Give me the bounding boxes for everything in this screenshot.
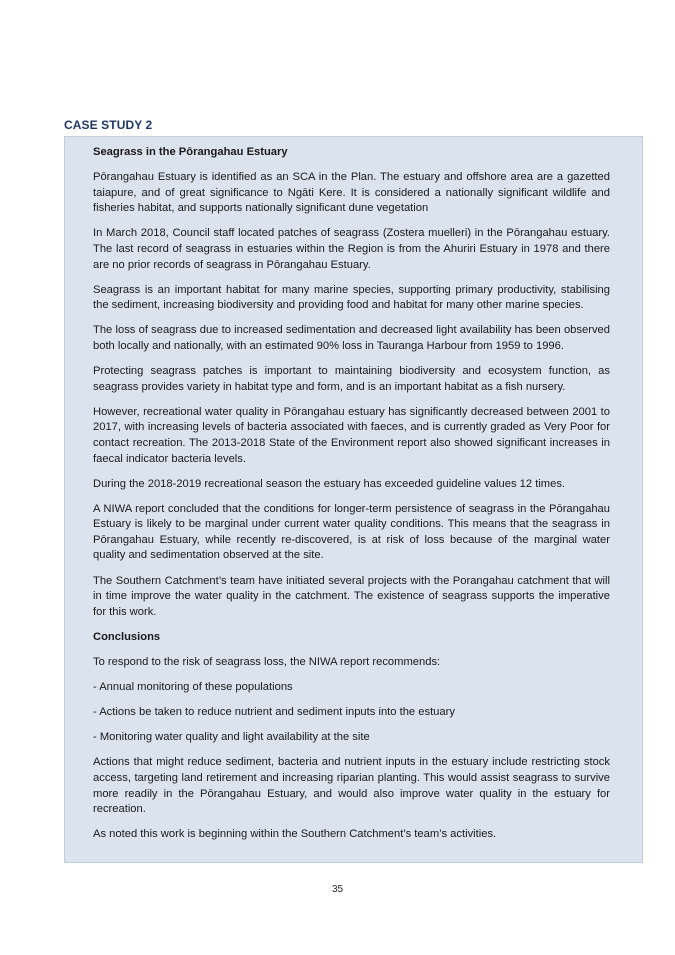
paragraph-discovery: In March 2018, Council staff located patches of seagrass (Zostera muelleri) in the Pōrangahau estuary. The last record of seagrass in estuaries within the Region is from the Ahuriri Estuary in 1978 and there are no prior records of seagrass in Pōrangahau Estuary. [93, 227, 610, 271]
recommendation-item: - Monitoring water quality and light availability at the site [93, 731, 370, 744]
paragraph-niwa-report: A NIWA report concluded that the conditions for longer-term persistence of seagrass in the Pōrangahau Estuary is likely to be marginal under current water quality conditions. This means that the seagrass in Pōrangahau Estuary, while recently re-discovered, is at risk of loss because of the marginal water quality and sedimentation observed at the site. [93, 502, 610, 562]
paragraph-catchment-projects: The Southern Catchment’s team have initiated several projects with the Porangahau catchment that will in time improve the water quality in the catchment. The existence of seagrass supports the imperative for this work. [93, 574, 610, 618]
recommendation-item: - Annual monitoring of these populations [93, 681, 293, 694]
case-study-title: Seagrass in the Pōrangahau Estuary [93, 146, 288, 158]
paragraph-protection: Protecting seagrass patches is important to maintaining biodiversity and ecosystem function, as seagrass provides variety in habitat type and form, and is an important habitat as a fish nursery. [93, 365, 610, 393]
paragraph-sca: Pōrangahau Estuary is identified as an SCA in the Plan. The estuary and offshore area are a gazetted taiapure, and of great significance to Ngāti Kere. It is considered a nationally significant wildlife and fisheries habitat, and supports nationally significant dune vegetation [93, 171, 610, 215]
case-study-box [64, 136, 643, 863]
conclusions-intro: To respond to the risk of seagrass loss, the NIWA report recommends: [93, 655, 441, 668]
paragraph-water-quality: However, recreational water quality in Pōrangahau estuary has significantly decreased between 2001 to 2017, with increasing levels of bacteria associated with faeces, and is currently graded as Very Poor for contact recreation. The 2013-2018 State of the Environment report also showed significant increases in faecal indicator bacteria levels. [93, 405, 610, 465]
page-number: 35 [331, 884, 344, 895]
paragraph-habitat: Seagrass is an important habitat for many marine species, supporting primary productivity, stabilising the sediment, increasing biodiversity and providing food and habitat for many other marine species. [93, 283, 610, 312]
paragraph-closing: As noted this work is beginning within the Southern Catchment’s team’s activities. [93, 828, 497, 841]
paragraph-guideline-exceedance: During the 2018-2019 recreational season the estuary has exceeded guideline values 12 times. [93, 477, 566, 490]
paragraph-actions: Actions that might reduce sediment, bacteria and nutrient inputs in the estuary include restricting stock access, targeting land retirement and increasing riparian planting. This would assist seagrass to survive more readily in the Pōrangahau Estuary, and would also improve water quality in the estuary for recreation. [93, 756, 610, 816]
case-study-heading: CASE STUDY 2 [64, 118, 153, 132]
recommendation-item: - Actions be taken to reduce nutrient and sediment inputs into the estuary [93, 706, 455, 719]
conclusions-heading: Conclusions [93, 630, 161, 643]
paragraph-loss: The loss of seagrass due to increased sedimentation and decreased light availability has been observed both locally and nationally, with an estimated 90% loss in Tauranga Harbour from 1959 to 1996. [93, 324, 610, 352]
